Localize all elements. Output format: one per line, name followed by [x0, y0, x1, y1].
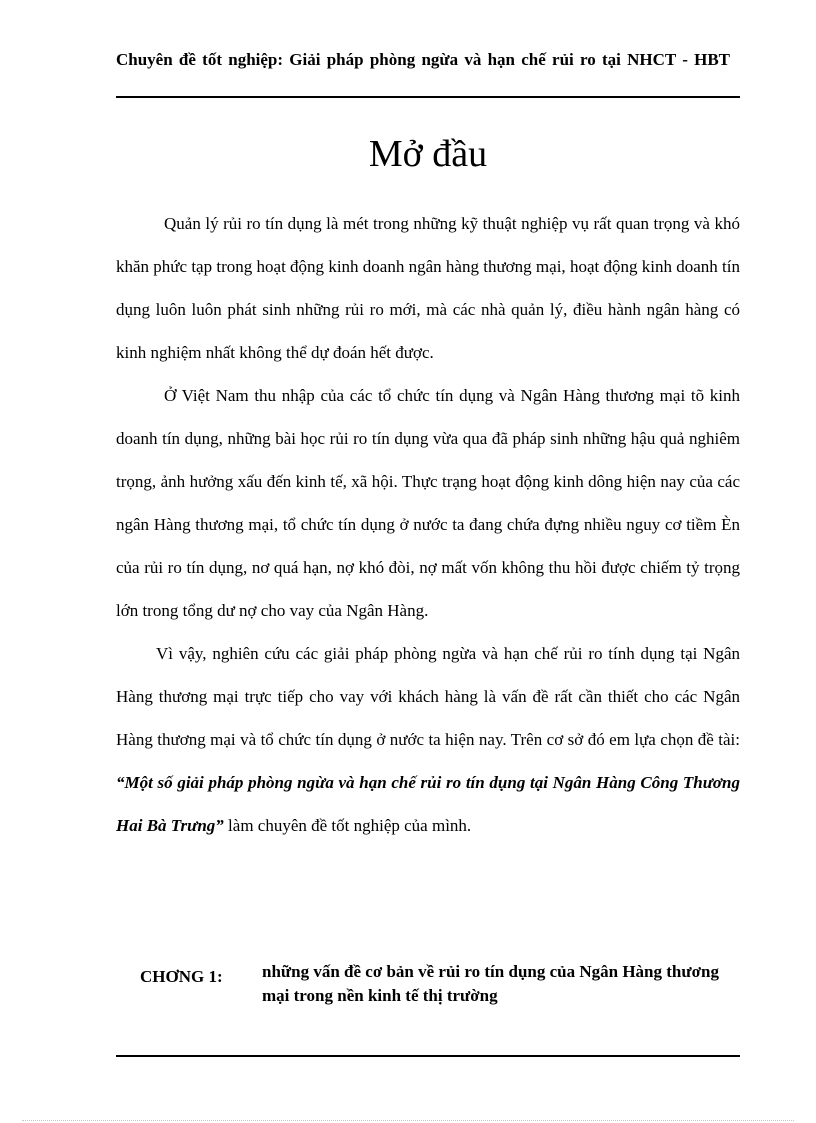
paragraph-3 — [116, 632, 740, 847]
paragraph-2: Ở Việt Nam thu nhập của các tổ chức tín dụng và Ngân Hàng thương mại tõ kinh doanh tín dụng, những bài học rủi ro tín dụng vừa qua đã pháp sinh những hậu quả nghiêm trọng, ảnh hưởng xấu đến kinh tế, xã hội. Thực trạng hoạt động kinh dông hiện nay của các ngân Hàng thương mại, tổ chức tín dụng ở nước ta đang chứa đựng nhiều nguy cơ tiềm Èn của rủi ro tín dụng, nơ quá hạn, nợ khó đòi, nợ mất vốn không thu hồi được chiếm tỷ trọng lớn trong tổng dư nợ cho vay của Ngân Hàng. — [116, 386, 740, 620]
page-edge — [22, 1120, 794, 1121]
header-divider — [116, 96, 740, 98]
paragraph-3-end: làm chuyên đề tốt nghiệp của mình. — [223, 816, 472, 835]
page-header: Chuyên đề tốt nghiệp: Giải pháp phòng ngừa và hạn chế rủi ro tại NHCT - HBT — [116, 50, 731, 69]
chapter-title: những vấn đề cơ bản về rủi ro tín dụng của Ngân Hàng thương mại trong nền kinh tế thị trường — [262, 962, 719, 1005]
document-body — [116, 202, 740, 847]
paragraph-3-intro: Vì vậy, nghiên cứu các giải pháp phòng ngừa và hạn chế rủi ro tính dụng tại Ngân Hàng thương mại trực tiếp cho vay với khách hàng là vấn đề rất cần thiết cho các Ngân Hàng thương mại và tổ chức tín dụng ở nước ta hiện nay. Trên cơ sở đó em lựa chọn đề tài: — [116, 644, 740, 749]
page-title: Mở đầu — [368, 133, 488, 175]
paragraph-1: Quản lý rủi ro tín dụng là mét trong những kỹ thuật nghiệp vụ rất quan trọng và khó khăn phức tạp trong hoạt động kinh doanh ngân hàng thương mại, hoạt động kinh doanh tín dụng luôn luôn phát sinh những rủi ro mới, mà các nhà quản lý, điều hành ngân hàng có kinh nghiệm nhất không thể dự đoán hết được. — [116, 214, 740, 362]
thesis-topic: “Một số giải pháp phòng ngừa và hạn chế rủi ro tín dụng tại Ngân Hàng Công Thương Hai Bà Trưng” — [116, 773, 740, 835]
footer-divider — [116, 1055, 740, 1057]
chapter-label: CHƠNG 1: — [140, 967, 223, 986]
